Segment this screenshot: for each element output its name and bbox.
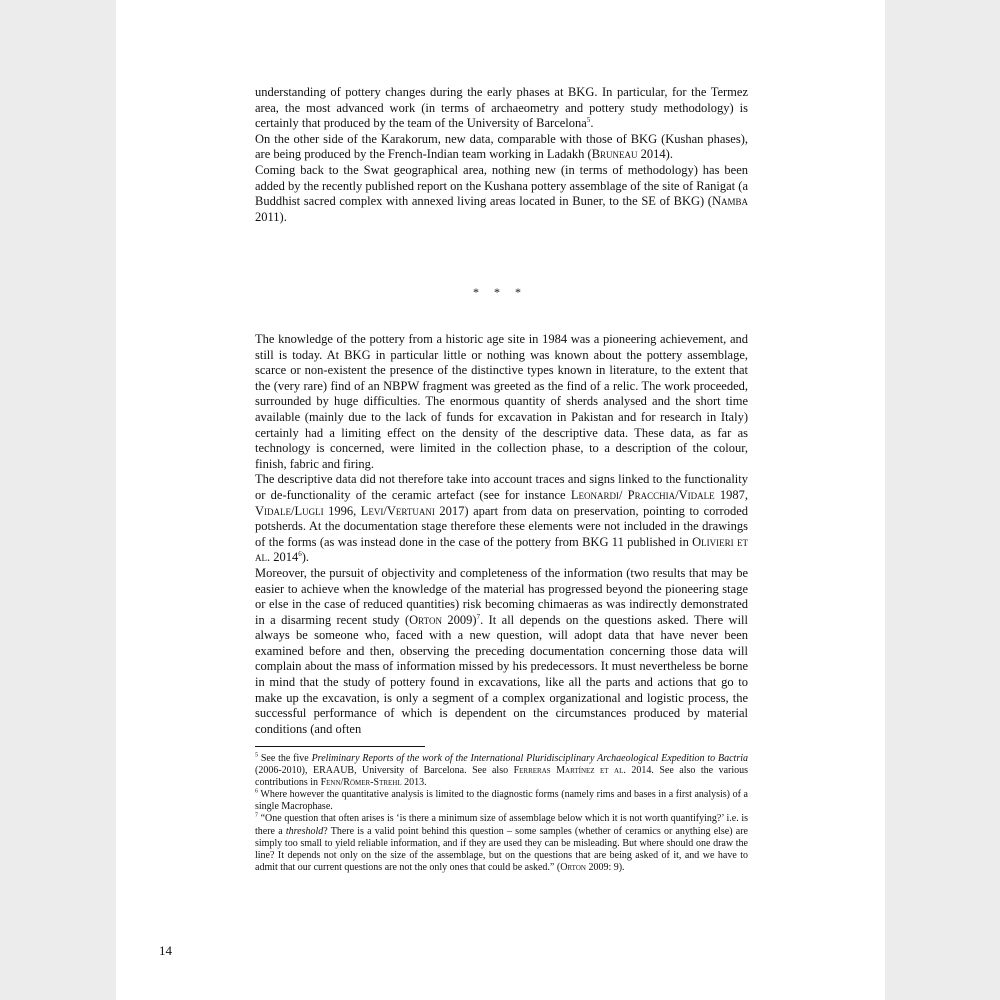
paragraph: The descriptive data did not therefore take into account traces and signs linked to the functionality or de-functionality of the ceramic artefact (see for instance Leonardi/ Pracchia/Vidale 1987, Vidale/Lugli 1996, Levi/Vertuani 2017) apart from data on preservation, pointing to corroded potsherds. At the documentation stage therefore these elements were not included in the drawings of the forms (as was instead done in the case of the pottery from BKG 11 published in Olivieri et al. 2014$^6$). xyxy=(255,472,748,565)
author-citation: Olivieri et al. xyxy=(255,534,748,565)
footnotes xyxy=(255,753,748,874)
footnote-ref-5[interactable]: 5 xyxy=(586,116,591,125)
paragraph: On the other side of the Karakorum, new data, comparable with those of BKG (Kushan phases), are being produced by the French-Indian team working in Ladakh (Bruneau 2014). xyxy=(255,131,748,162)
author-citation: Levi/Vertuani xyxy=(360,503,435,518)
author-citation: Namba xyxy=(711,194,748,209)
footnote-divider xyxy=(255,746,425,747)
author-citation: Orton xyxy=(560,861,586,873)
paragraph: The knowledge of the pottery from a historic age site in 1984 was a pioneering achievement, and still is today. At BKG in particular little or nothing was known about the pottery assemblage, scarce or non-existent the presence of the distinctive types known in literature, to the extent that the (very rare) find of an NBPW fragment was greeted as the find of a relic. The work proceeded, surrounded by huge difficulties. The enormous quantity of sherds analysed and the short time available (mainly due to the lack of funds for excavation in Pakistan and for research in Italy) certainly had a limiting effect on the density of the descriptive data. These data, as far as technology is concerned, were limited in the collection phase, to a description of the colour, finish, fabric and firing. xyxy=(255,332,748,471)
body-text-top xyxy=(255,85,748,225)
footnote-ref-7[interactable]: 7 xyxy=(476,612,481,621)
footnote-7: $^7$ “One question that often arises is ‘is there a minimum size of assemblage below which it is not worth quantifying?’ i.e. is there a threshold? There is a valid point behind this question – some samples (whether of ceramics or anything else) are simply too small to yield reliable information, and if they are used they can be misleading. But where should one draw the line? It depends not only on the size of the assemblage, but on the questions that are being asked of it, and we have to admit that our current questions are not the only ones that could be asked.” (Orton 2009: 9). xyxy=(255,813,748,873)
footnote-ref-6[interactable]: 6 xyxy=(298,550,302,559)
author-citation: Leonardi/ Pracchia/Vidale xyxy=(570,487,715,502)
author-citation: Vidale/Lugli xyxy=(255,503,324,518)
paragraph: Moreover, the pursuit of objectivity and completeness of the information (two results that may be easier to achieve when the knowledge of the material has progressed beyond the pioneering stage or else in the case of reduced quantities) risk becoming chimaeras as was indirectly demonstrated in a disarming recent study (Orton 2009)$^7$. It all depends on the questions asked. There will always be someone who, faced with a new question, will adopt data that have never been examined before and then, observing the preceding documentation concerning those data will complain about the mass of information missed by his predecessors. It must nevertheless be borne in mind that the study of pottery found in excavations, like all the parts and actions that go to make up the excavation, is only a segment of a complex organizational and logistic process, the successful performance of which is dependent on the circumstances produced by material conditions (and often xyxy=(255,565,748,736)
paragraph: Coming back to the Swat geographical area, nothing new (in terms of methodology) has been added by the recently published report on the Kushana pottery assemblage of the site of Ranigat (a Buddhist sacred complex with annexed living areas located in Buner, to the SE of BKG) (Namba 2011). xyxy=(255,162,748,224)
section-separator: * * * xyxy=(473,285,527,299)
paragraph: understanding of pottery changes during the early phases at BKG. In particular, for the Termez area, the most advanced work (in terms of archaeometry and pottery study methodology) is certainly that produced by the team of the University of Barcelona$^5$. xyxy=(255,85,748,131)
footnote-5: $^5$ See the five Preliminary Reports of the work of the International Pluridisciplinary Archaeological Expedition to Bactria (2006-2010), ERAAUB, University of Barcelona. See also Ferreras Martínez et al. 2014. See also the various contributions in Fenn/Römer-Strehl 2013. xyxy=(255,752,749,789)
page-number: 14 xyxy=(159,943,172,958)
author-citation: Orton xyxy=(409,612,442,627)
body-text-main xyxy=(255,332,748,737)
author-citation: Fenn/Römer-Strehl xyxy=(320,777,402,789)
footnote-6: $^6$ Where however the quantitative analysis is limited to the diagnostic forms (namely rims and bases in a first analysis) of a single Macrophase. xyxy=(255,788,748,813)
author-citation: Bruneau xyxy=(591,147,638,162)
author-citation: Ferreras Martínez et al. xyxy=(513,765,626,777)
